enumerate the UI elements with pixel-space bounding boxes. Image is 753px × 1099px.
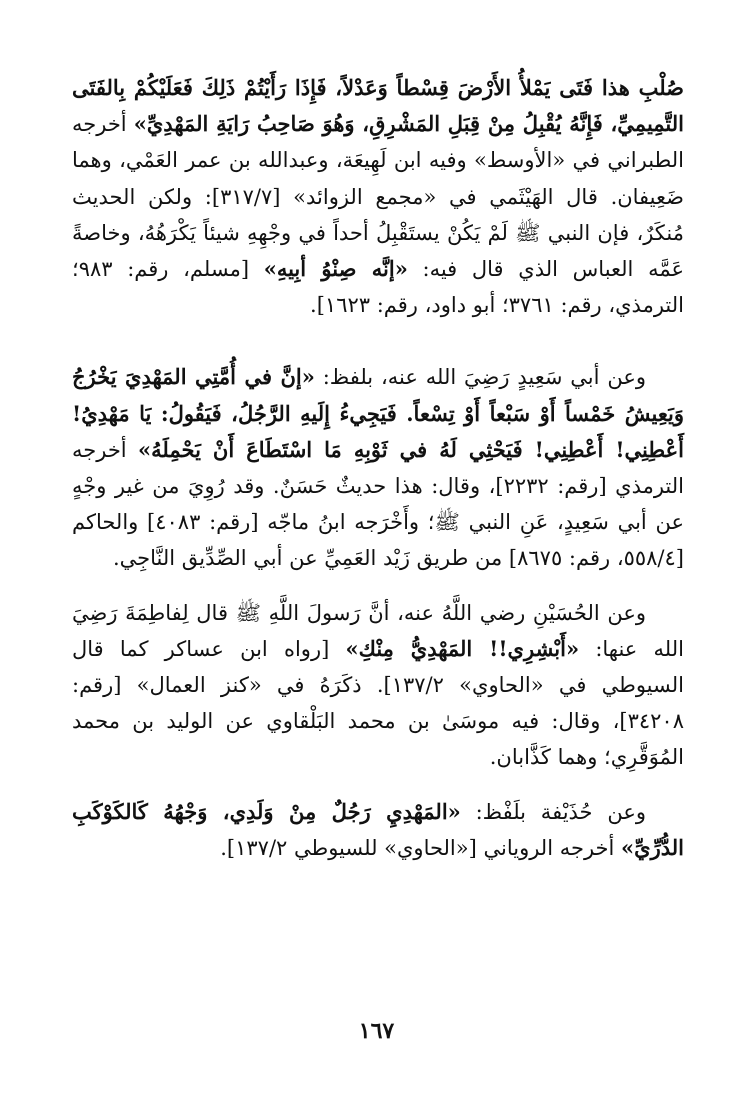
paragraph-1 [72,70,684,323]
narrator-text: وعن الحُسَيْنِ رضي اللَّهُ عنه، أنَّ رَسولَ اللَّهِ ﷺ قال لِفاطِمَةَ رَضِيَ الله عنها: [72,600,684,661]
narrator-text: وعن أبي سَعِيدٍ رَضِيَ الله عنه، بلفظ: [314,365,646,390]
citation-text: [مسلم، رقم: ٩٨٣؛ الترمذي، رقم: ٣٧٦١؛ أبو داود، رقم: ١٦٢٣]. [72,257,684,318]
paragraph-gap [72,577,684,595]
narrator-text: وعن حُذَيْفة بلَفْظ: [460,799,646,824]
paragraph-3 [72,595,684,776]
commentary-text: [رواه ابن عساكر كما قال السيوطي في «الحاوي» ١٣٧/٢]. ذكَرَهُ في «كنز العمال» [رقم: ٣٤٢٠٨]، وقال: فيه موسَىٰ بن محمد البَلْقاوي عن الوليد بن محمد المُوَقَّرِي؛ وهما كَذَّابان. [72,636,684,770]
page-body [72,70,684,866]
commentary-text: أخرجه الطبراني في «الأوسط» وفيه ابن لَهِيعَة، وعبدالله بن عمر العَمْي، وهما ضَعِيفان. قال الهَيْثَمي في «مجمع الزوائد» [٣١٧/٧]: ولكن الحديث مُنكَرٌ، فإن النبي ﷺ لَمْ يَكُنْ يستَقْبِلُ أحداً في وجْهِهِ شيئاً يَكْرَهُهُ، وخاصةً عَمَّه العباس الذي قال فيه: [72,112,685,282]
hadith-text: «إنَّ في أُمَّتِي المَهْدِيَ يَخْرُجُ وَيَعِيشُ خَمْساً أَوْ سَبْعاً أَوْ تِسْعاً. فَيَجِيءُ إِلَيهِ الرَّجُلُ، فَيَقُولُ: يَا مَهْدِيُ! أَعْطِنِي! أَعْطِنِي! فَيَحْثِي لَهُ في ثَوْبِهِ مَا اسْتَطَاعَ أَنْ يَحْمِلَهُ» [72,364,684,462]
page-number: ١٦٧ [358,1018,395,1044]
citation-text: أخرجه الروياني [«الحاوي» للسيوطي ١٣٧/٢]. [220,835,622,860]
paragraph-4 [72,794,684,866]
paragraph-2 [72,359,684,576]
paragraph-gap [72,776,684,794]
hadith-text: «المَهْدِيِ رَجُلٌ مِنْ وَلَدِي، وَجْهُهُ كَالكَوْكَبِ الدُّرِّيِّ» [72,798,684,860]
commentary-text: أخرجه الترمذي [رقم: ٢٢٣٢]، وقال: هذا حديثٌ حَسَنٌ. وقد رُوِيَ من غير وجْهٍ عن أبي سَعِيدٍ، عَنِ النبي ﷺ؛ وأَخْرَجه ابنُ ماجّه [رقم: ٤٠٨٣] والحاكم [٥٥٨/٤، رقم: ٨٦٧٥] من طريق زَيْد العَمِيِّ عن أبي الصِّدِّيق النَّاجِي. [72,437,685,571]
hadith-text: «إنَّه صِنْوُ أبِيهِ» [263,256,408,282]
paragraph-gap [72,323,684,359]
hadith-text: «أَبْشِرِي!! المَهْدِيُّ مِنْكِ» [345,635,580,661]
hadith-text: صُلْبِ هذا فَتَى يَمْلأُ الأَرْضَ قِسْطاً وَعَدْلاً، فَإِذَا رَأَيْتُمْ ذَلِكَ فَعَلَيْكُمْ بِالفَتَى التَّمِيمِيِّ، فَإِنَّهُ يُقْبِلُ مِنْ قِبَلِ المَشْرِقِ، وَهُوَ صَاحِبُ رَايَةِ المَهْدِيِّ» [72,75,684,137]
